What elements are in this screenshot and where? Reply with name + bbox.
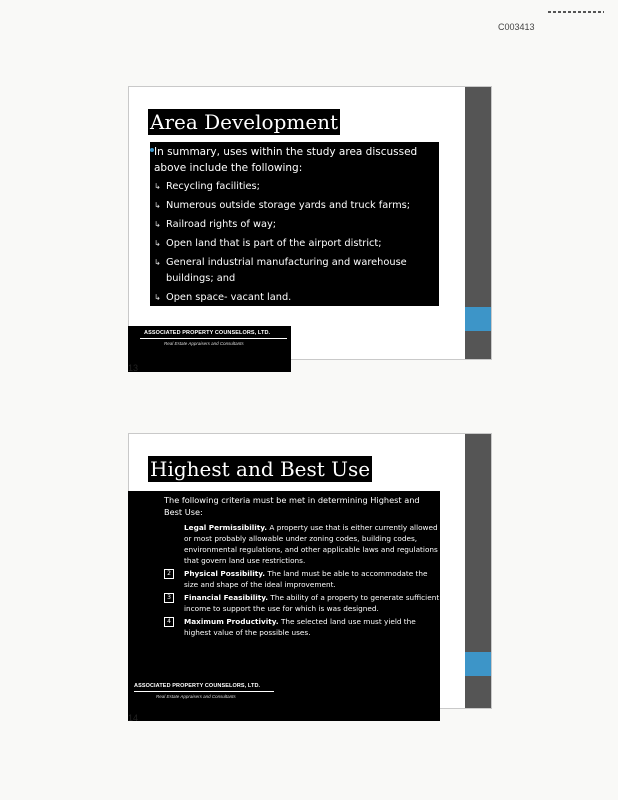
list-item-text: Numerous outside storage yards and truck farms; [166, 200, 411, 211]
slide-footer [128, 326, 291, 372]
bullet-icon: ↳ [154, 201, 161, 210]
list-item-text: Open space- vacant land. [166, 292, 292, 303]
criteria-name: Physical Possibility. [184, 569, 266, 578]
criteria-text: The ability of a property to generate sufficient income to support the use for which is was designed. [184, 593, 440, 613]
criteria-text: The land must be able to accommodate the size and shape of the ideal improvement. [184, 569, 428, 589]
slide-number: 13 [128, 363, 139, 373]
footer-company: ASSOCIATED PROPERTY COUNSELORS, LTD. [144, 330, 271, 336]
list-item [154, 255, 436, 287]
list-item [154, 236, 436, 252]
footer-tagline: Real Estate Appraisers and Consultants [164, 341, 244, 346]
number-marker: 2 [164, 569, 174, 579]
bullet-icon: ↳ [154, 220, 161, 229]
list-item-text: Railroad rights of way; [166, 219, 277, 230]
document-id: C003413 [498, 22, 535, 32]
footer-company: ASSOCIATED PROPERTY COUNSELORS, LTD. [134, 683, 261, 689]
criteria-text: The selected land use must yield the highest value of the possible uses. [184, 617, 416, 637]
criteria-name: Maximum Productivity. [184, 617, 279, 626]
footer-divider [140, 338, 287, 339]
criteria-item [164, 592, 440, 614]
criteria-item [164, 568, 440, 590]
list-item-text: Open land that is part of the airport district; [166, 238, 382, 249]
list-item-text: Recycling facilities; [166, 181, 260, 192]
footer-tagline: Real Estate Appraisers and Consultants [156, 694, 236, 699]
bullet-icon: ↳ [154, 239, 161, 248]
footer-divider [134, 691, 274, 692]
list-item [154, 198, 436, 214]
slide-title: Area Development [150, 110, 339, 134]
number-marker: 4 [164, 617, 174, 627]
bullet-icon: ↳ [154, 293, 161, 302]
intro-text: In summary, uses within the study area discussed above include the following: [154, 146, 418, 174]
slide-intro: The following criteria must be met in determining Highest and Best Use: [164, 495, 420, 517]
criteria-item [164, 616, 440, 638]
slide-title: Highest and Best Use [150, 457, 371, 481]
slide-footer [128, 679, 278, 719]
bullet-icon: ↳ [154, 258, 161, 267]
number-marker: 3 [164, 593, 174, 603]
criteria-name: Legal Permissibility. [184, 523, 268, 532]
criteria-item [164, 522, 440, 566]
scan-header-mark [548, 11, 604, 13]
use-list [154, 179, 436, 309]
list-item [154, 179, 436, 195]
slide-number: 14 [128, 713, 139, 723]
bullet-icon [150, 148, 154, 152]
bullet-icon: ↳ [154, 182, 161, 191]
slide-body [150, 142, 439, 306]
list-item-text: General industrial manufacturing and warehouse buildings; and [166, 257, 407, 284]
slide-sidebar-accent [465, 652, 491, 676]
criteria-list [164, 522, 440, 640]
slide-sidebar-accent [465, 307, 491, 331]
criteria-name: Financial Feasibility. [184, 593, 269, 602]
slide-intro [154, 144, 438, 176]
criteria-text: A property use that is either currently allowed or most probably allowable under zoning codes, building codes, environmental regulations, and other applicable laws and regulations that govern land use restrictions. [184, 523, 438, 565]
list-item [154, 217, 436, 233]
list-item [154, 290, 436, 306]
